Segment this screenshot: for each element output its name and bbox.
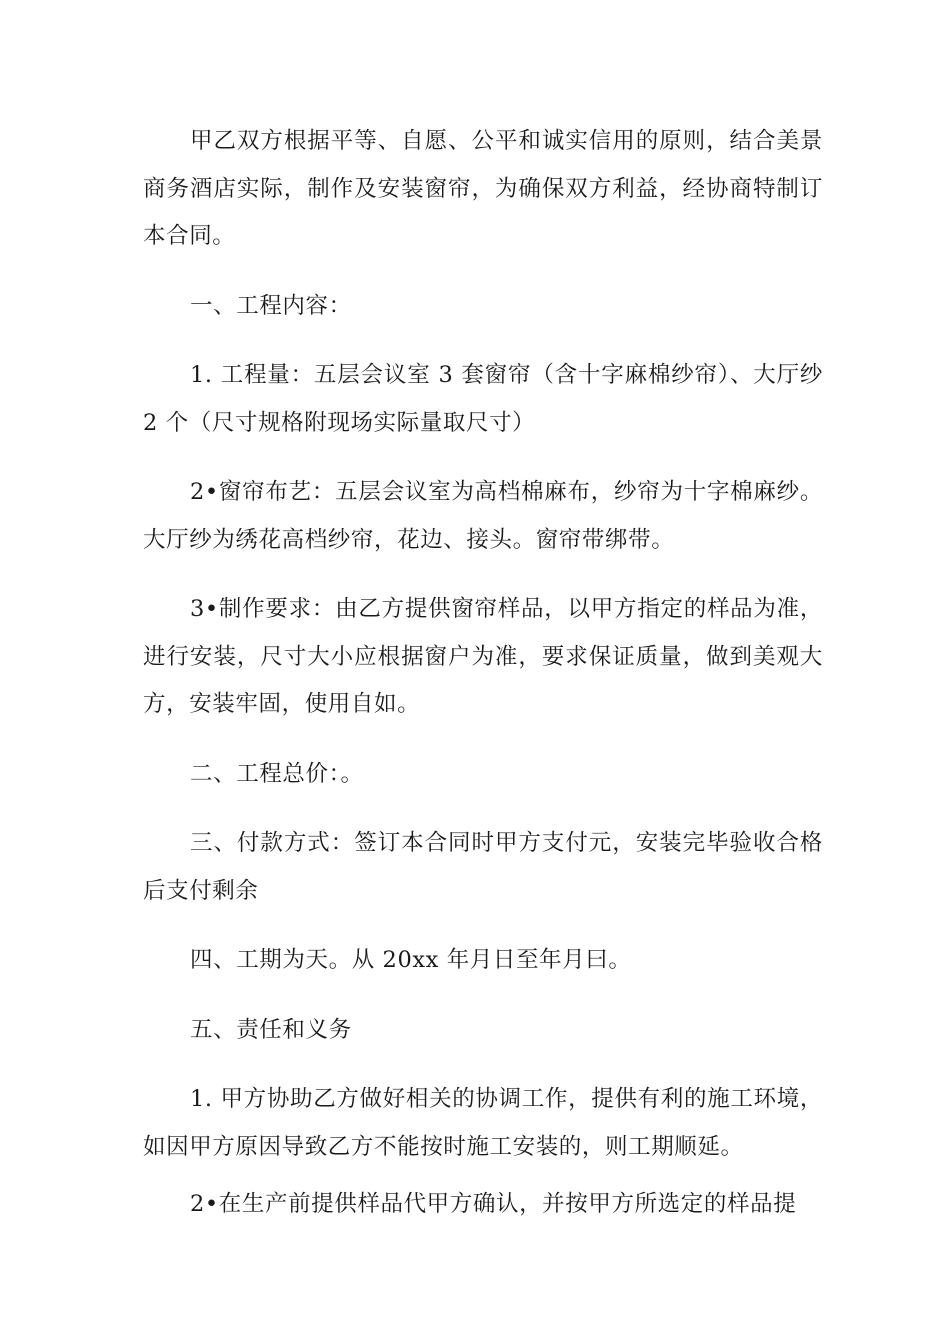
section-construction-period: 四、工期为天。从 20xx 年月日至年月曰。 bbox=[190, 947, 632, 973]
clause-sample-confirmation: 2•在生产前提供样品代甲方确认，并按甲方所选定的样品提 bbox=[190, 1191, 797, 1217]
intro-paragraph: 甲乙双方根据平等、自愿、公平和诚实信用的原则，结合美景商务酒店实际，制作及安装窗帘，为确保双方利益，经协商特制订本合同。 bbox=[143, 128, 823, 249]
section-payment-method: 三、付款方式：签订本合同时甲方支付元，安装完毕验收合格后支付剩余 bbox=[143, 830, 823, 904]
document-body bbox=[143, 118, 823, 1229]
section-heading-project-content: 一、工程内容： bbox=[190, 292, 352, 319]
clause-project-quantity: 1. 工程量：五层会议室 3 套窗帘（含十字麻棉纱帘）、大厅纱 2 个（尺寸规格附现场实际量取尺寸） bbox=[143, 362, 823, 436]
section-heading-responsibilities: 五、责任和义务 bbox=[190, 1016, 352, 1043]
clause-party-a-coordination: 1. 甲方协助乙方做好相关的协调工作，提供有利的施工环境，如因甲方原因导致乙方不能按时施工安装的，则工期顺延。 bbox=[143, 1086, 823, 1160]
clause-curtain-fabric: 2•窗帘布艺：五层会议室为高档棉麻布，纱帘为十字棉麻纱。大厅纱为绣花高档纱帘，花边、接头。窗帘带绑带。 bbox=[143, 479, 823, 553]
section-heading-total-price: 二、工程总价：。 bbox=[190, 760, 364, 787]
clause-production-requirements: 3•制作要求：由乙方提供窗帘样品，以甲方指定的样品为准，进行安装，尺寸大小应根据窗户为准，要求保证质量，做到美观大方，安装牢固，使用自如。 bbox=[143, 596, 823, 717]
